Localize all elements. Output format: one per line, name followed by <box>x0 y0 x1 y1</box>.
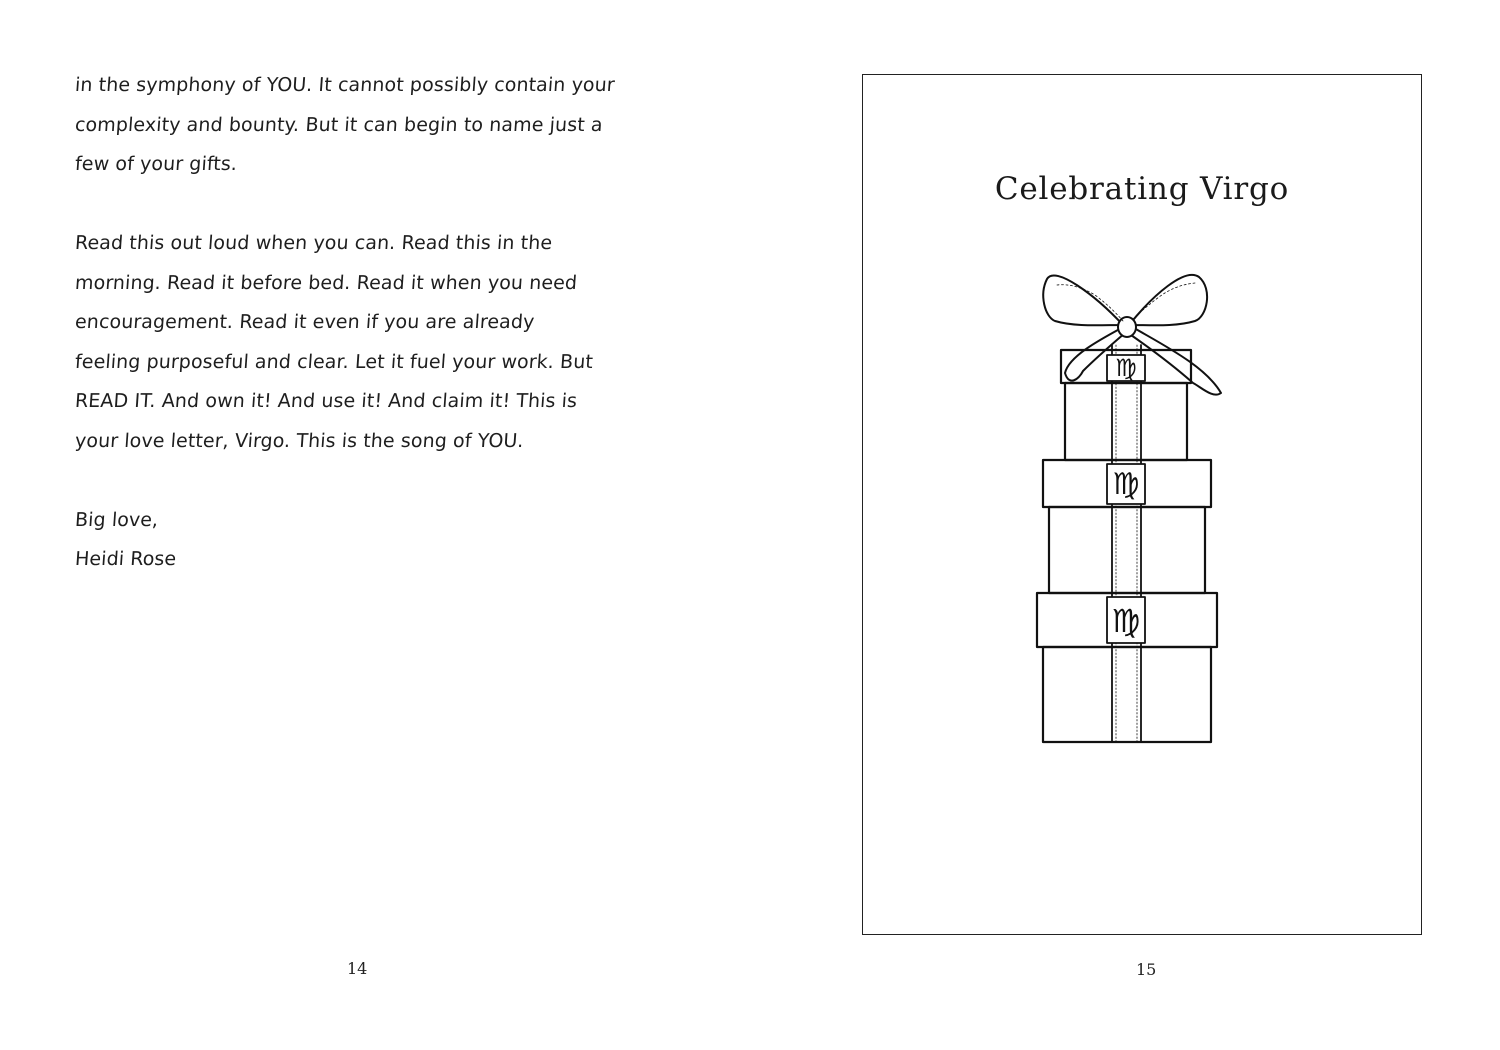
letter-line: complexity and bounty. But it can begin to name just a <box>74 113 604 136</box>
letter-line: in the symphony of YOU. It cannot possibly contain your <box>74 74 616 96</box>
virgo-symbol-icon: ♍ <box>1111 602 1141 640</box>
letter-line: feeling purposeful and clear. Let it fuel your work. But <box>74 350 594 373</box>
letter-line: READ IT. And own it! And use it! And claim it! This is <box>74 390 578 412</box>
bottom-box <box>1043 647 1211 742</box>
gift-stack-illustration <box>1035 255 1255 745</box>
signature-name: Heidi Rose <box>74 548 178 570</box>
letter-line: encouragement. Read it even if you are already <box>74 311 536 333</box>
page-number-right: 15 <box>1136 960 1157 979</box>
letter-text <box>75 66 675 580</box>
top-box <box>1065 383 1187 460</box>
letter-line: Read this out loud when you can. Read this in the <box>74 232 553 254</box>
middle-box <box>1049 507 1205 593</box>
letter-line: few of your gifts. <box>74 153 238 175</box>
virgo-symbol-icon: ♍ <box>1112 467 1140 502</box>
virgo-symbol-icon: ♍ <box>1115 354 1137 382</box>
ribbon-band <box>1112 345 1141 742</box>
page-number-left: 14 <box>347 959 368 978</box>
letter-line: your love letter, Virgo. This is the song of YOU. <box>74 429 525 452</box>
right-page <box>750 0 1500 1050</box>
letter-line: morning. Read it before bed. Read it when you need <box>74 271 578 294</box>
signoff-line: Big love, <box>74 508 160 531</box>
page-frame <box>862 74 1422 935</box>
chapter-title: Celebrating Virgo <box>994 171 1290 207</box>
